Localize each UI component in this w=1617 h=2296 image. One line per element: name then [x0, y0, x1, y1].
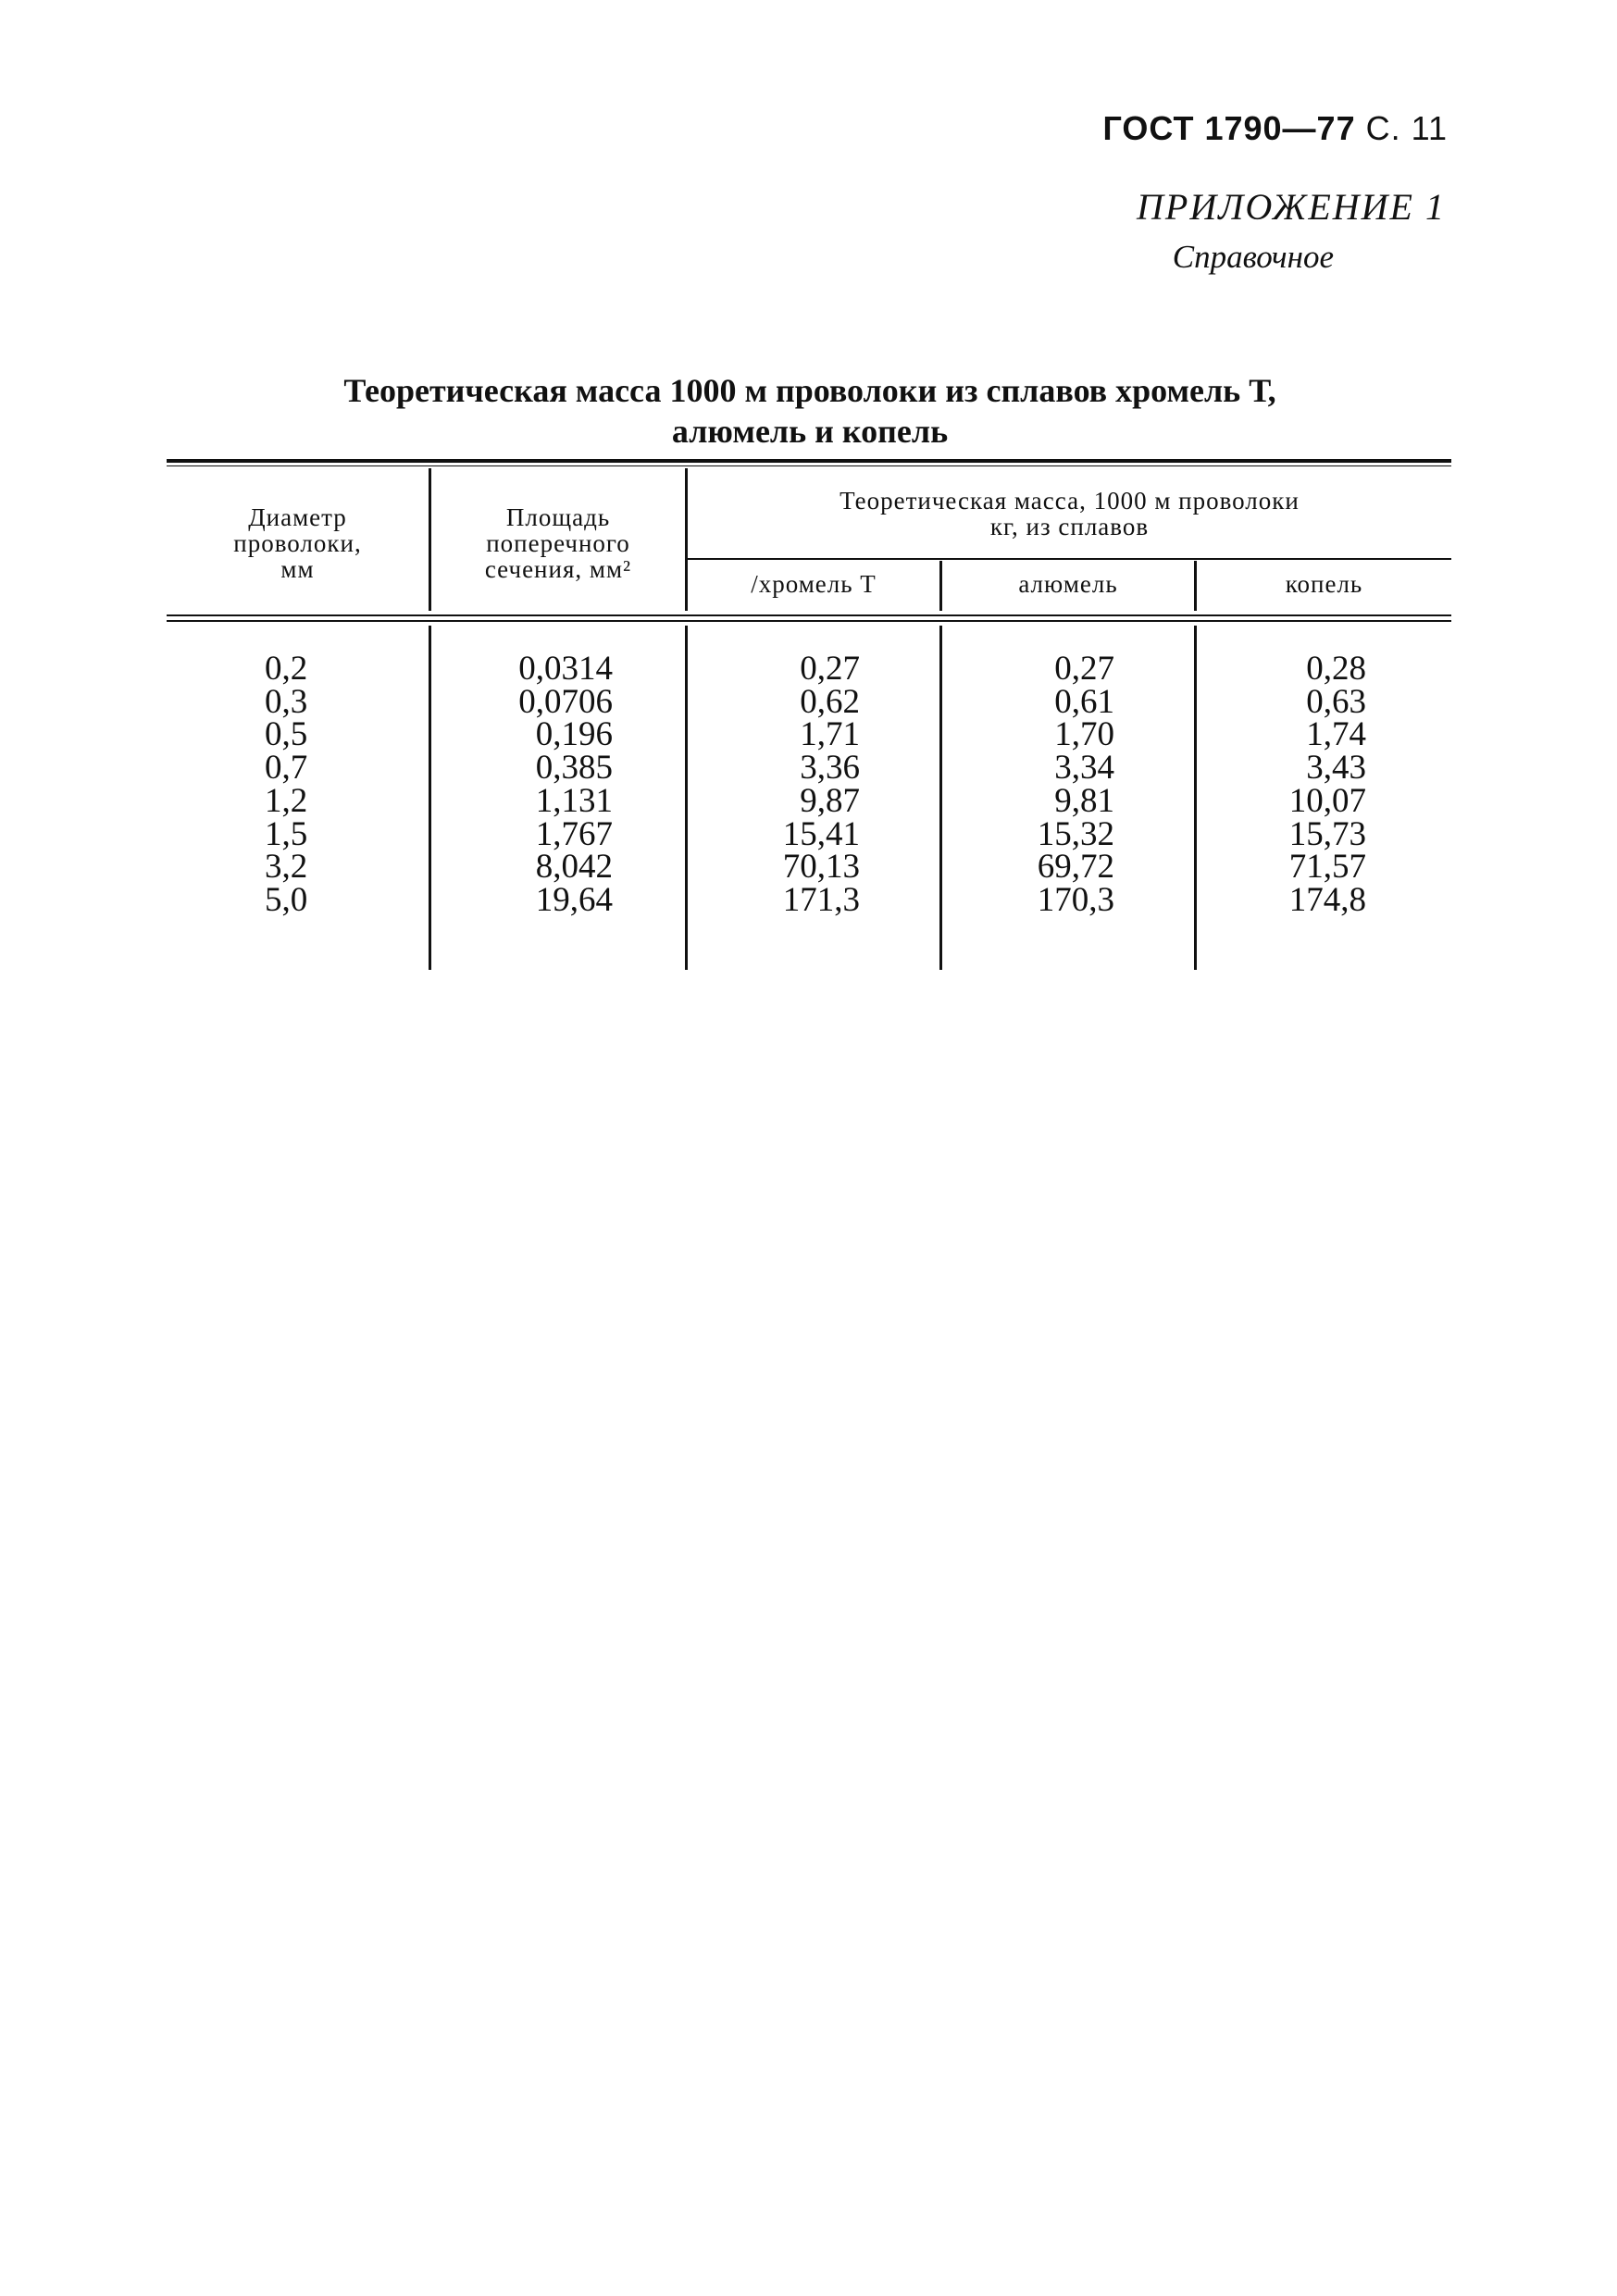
- header-diameter: [167, 504, 429, 582]
- table-cell: 0,2: [265, 650, 308, 688]
- table-cell: 1,5: [265, 814, 308, 853]
- header-separator: [167, 614, 1451, 616]
- table-title-line: алюмель и копель: [671, 413, 949, 450]
- table-cell: 0,28: [1306, 650, 1366, 688]
- table-cell: 0,385: [535, 749, 613, 788]
- column-alumel: [942, 652, 1114, 917]
- table-cell: 0,61: [1054, 682, 1114, 721]
- table-cell: 171,3: [782, 880, 860, 919]
- table-cell: 3,34: [1054, 749, 1114, 788]
- table-cell: 71,57: [1288, 848, 1366, 887]
- column-chromel: [688, 652, 860, 917]
- column-area: [431, 652, 613, 917]
- table-cell: 1,71: [800, 715, 860, 754]
- table-cell: 5,0: [265, 880, 308, 919]
- table-top-rule: [167, 459, 1451, 463]
- standard-number: ГОСТ 1790—77: [1102, 109, 1356, 147]
- header-separator-second: [167, 620, 1451, 622]
- table-cell: 0,0314: [518, 650, 613, 688]
- table-cell: 1,70: [1054, 715, 1114, 754]
- table-cell: 15,41: [782, 814, 860, 853]
- table-cell: 1,767: [535, 814, 613, 853]
- table-cell: 1,74: [1306, 715, 1366, 754]
- table-cell: 0,0706: [518, 682, 613, 721]
- mass-group-underline: [687, 558, 1451, 560]
- table-cell: 0,7: [265, 749, 308, 788]
- table-cell: 1,2: [265, 781, 308, 820]
- header-line: Теоретическая масса, 1000 м проволоки: [840, 487, 1300, 515]
- header-line: поперечного: [486, 529, 630, 557]
- table-cell: 9,81: [1054, 781, 1114, 820]
- table-cell: 3,2: [265, 848, 308, 887]
- header-line: мм: [280, 555, 315, 583]
- table-title: [167, 370, 1453, 452]
- header-line: Диаметр: [248, 503, 347, 531]
- table-cell: 1,131: [535, 781, 613, 820]
- table-cell: 3,36: [800, 749, 860, 788]
- table-cell: 10,07: [1288, 781, 1366, 820]
- table-cell: 0,3: [265, 682, 308, 721]
- table-cell: 19,64: [535, 880, 613, 919]
- table-cell: 174,8: [1288, 880, 1366, 919]
- header-line: Площадь: [505, 503, 611, 531]
- table-cell: 0,63: [1306, 682, 1366, 721]
- table-top-rule-thin: [167, 465, 1451, 466]
- table-cell: 0,196: [535, 715, 613, 754]
- header-line: копель: [1285, 570, 1363, 598]
- header-area: [431, 504, 685, 582]
- table-cell: 170,3: [1037, 880, 1114, 919]
- table-cell: 3,43: [1306, 749, 1366, 788]
- table-cell: 0,5: [265, 715, 308, 754]
- appendix-title: ПРИЛОЖЕНИЕ 1: [1137, 186, 1446, 228]
- header-alumel: [942, 571, 1194, 597]
- table-title-line: Теоретическая масса 1000 м проволоки из сплавов хромель Т,: [343, 372, 1276, 409]
- table-cell: 9,87: [800, 781, 860, 820]
- header-line: проволоки,: [233, 529, 362, 557]
- header-chromel: [688, 571, 939, 597]
- page-number: С. 11: [1365, 109, 1448, 147]
- header-line: кг, из сплавов: [989, 513, 1150, 540]
- table-cell: 8,042: [535, 848, 613, 887]
- appendix-type: Справочное: [1172, 239, 1334, 275]
- column-diameter: [265, 652, 307, 917]
- table-cell: 70,13: [782, 848, 860, 887]
- column-copel: [1197, 652, 1366, 917]
- table-cell: 15,32: [1037, 814, 1114, 853]
- header-copel: [1197, 571, 1451, 597]
- document-code: [1102, 109, 1448, 148]
- header-mass-group: [688, 488, 1451, 540]
- table-cell: 69,72: [1037, 848, 1114, 887]
- table-cell: 15,73: [1288, 814, 1366, 853]
- table-cell: 0,27: [1054, 650, 1114, 688]
- header-line: алюмель: [1018, 570, 1118, 598]
- table-cell: 0,27: [800, 650, 860, 688]
- header-line: /хромель Т: [751, 570, 877, 598]
- header-line: сечения, мм²: [484, 555, 632, 583]
- table-cell: 0,62: [800, 682, 860, 721]
